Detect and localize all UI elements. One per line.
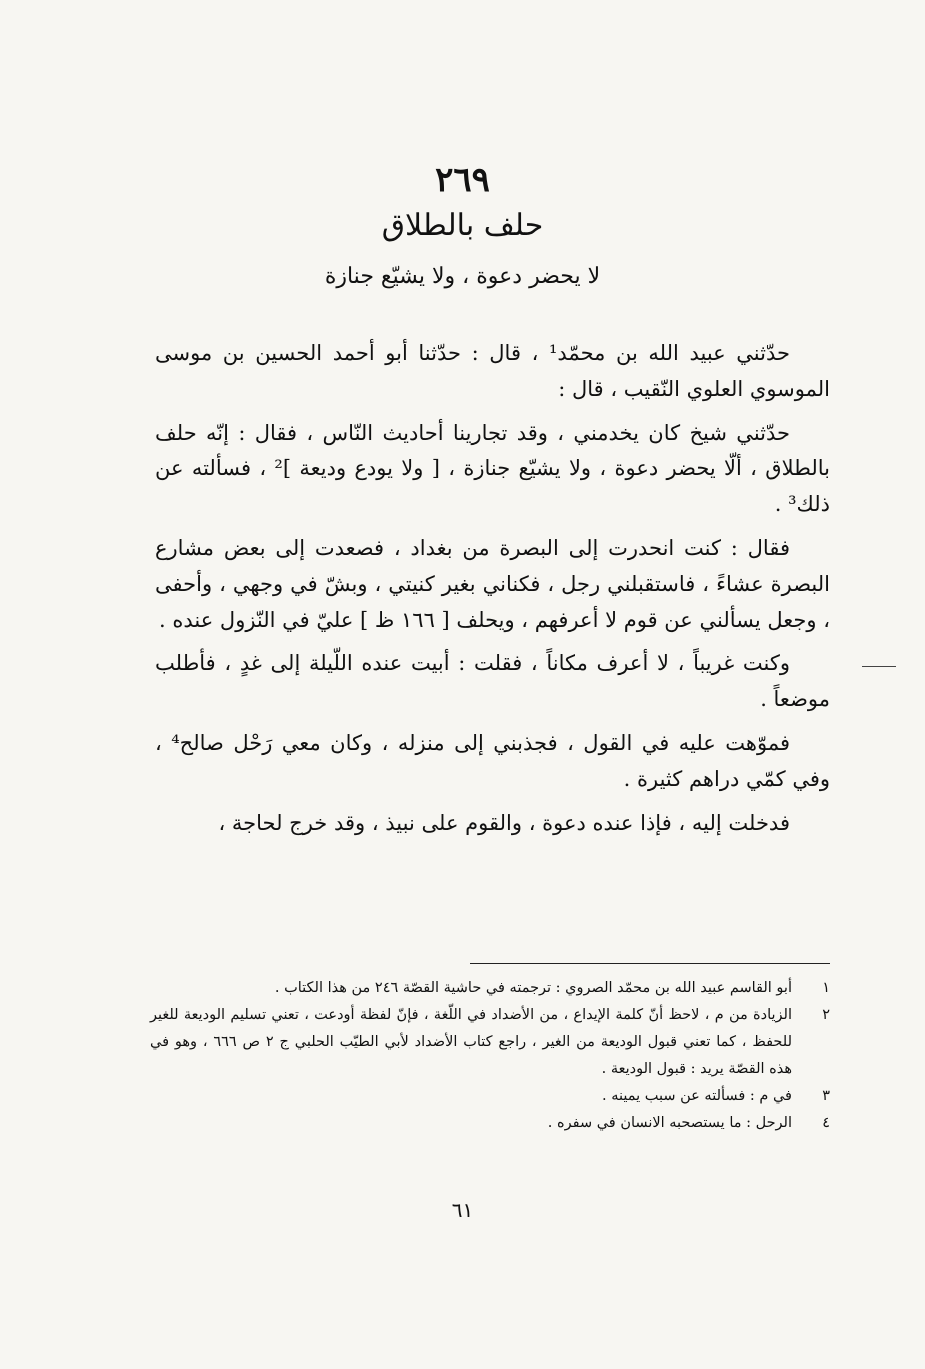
footnote	[150, 975, 830, 1002]
page-number: ٦١	[451, 1198, 474, 1222]
story-title: حلف بالطلاق	[381, 208, 544, 243]
paragraph: حدّثني عبيد الله بن محمّد¹ ، قال : حدّثنا أبو أحمد الحسين بن موسى الموسوي العلوي النّقيب ، قال :	[155, 341, 830, 401]
margin-mark	[862, 666, 896, 667]
footnote-text: أبو القاسم عبيد الله بن محمّد الصروي : ترجمته في حاشية القصّة ٢٤٦ من هذا الكتاب .	[274, 980, 792, 996]
paragraph: فدخلت إليه ، فإذا عنده دعوة ، والقوم على نبيذ ، وقد خرج لحاجة ،	[218, 810, 790, 835]
footnote-number: ٣	[822, 1088, 830, 1104]
footnote	[150, 1083, 830, 1110]
footnote	[150, 1002, 830, 1083]
footnote-number: ٢	[822, 1007, 830, 1023]
footnote-number: ٤	[822, 1115, 830, 1131]
paragraph: وكنت غريباً ، لا أعرف مكاناً ، فقلت : أبيت عنده اللّيلة إلى غدٍ ، فأطلب موضعاً .	[155, 651, 830, 712]
paragraph: فموّهت عليه في القول ، فجذبني إلى منزله ، وكان معي رَحْل صالح⁴ ، وفي كمّي دراهم كثيرة .	[155, 730, 830, 791]
footnote-text: الرحل : ما يستصحبه الانسان في سفره .	[547, 1115, 792, 1131]
story-subtitle: لا يحضر دعوة ، ولا يشيّع جنازة	[324, 264, 601, 289]
footnote-text: الزيادة من م ، لاحظ أنّ كلمة الإيداع ، من الأضداد في اللّغة ، فإنّ لفظة أودعت ، تعني تسليم الوديعة للغير للحفظ ، كما تعني قبول الوديعة من الغير ، راجع كتاب الأضداد لأبي الطيّب الحلبي ج ٢ ص ٦٦٦ ، وهو في هذه القصّة يريد : قبول الوديعة .	[150, 1007, 792, 1077]
body-text	[155, 336, 830, 849]
footnote-separator	[470, 963, 830, 964]
paragraph: فقال : كنت انحدرت إلى البصرة من بغداد ، فصعدت إلى بعض مشارع البصرة عشاءً ، فاستقبلني رجل ، فكناني بغير كنيتي ، وبشّ في وجهي ، وأحفى ، وجعل يسألني عن قوم لا أعرفهم ، ويحلف [ ١٦٦ ظ ] عليّ في النّزول عنده .	[155, 535, 830, 632]
footnotes	[150, 975, 830, 1137]
footnote-number: ١	[822, 980, 830, 996]
story-number: ٢٦٩	[435, 160, 490, 200]
paragraph: حدّثني شيخ كان يخدمني ، وقد تجارينا أحاديث النّاس ، فقال : إنّه حلف بالطلاق ، ألّا يحضر دعوة ، ولا يشيّع جنازة ، [ ولا يودع وديعة ]² ، فسألته عن ذلك³ .	[155, 420, 830, 517]
footnote	[150, 1110, 830, 1137]
footnote-text: في م : فسألته عن سبب يمينه .	[601, 1088, 792, 1104]
